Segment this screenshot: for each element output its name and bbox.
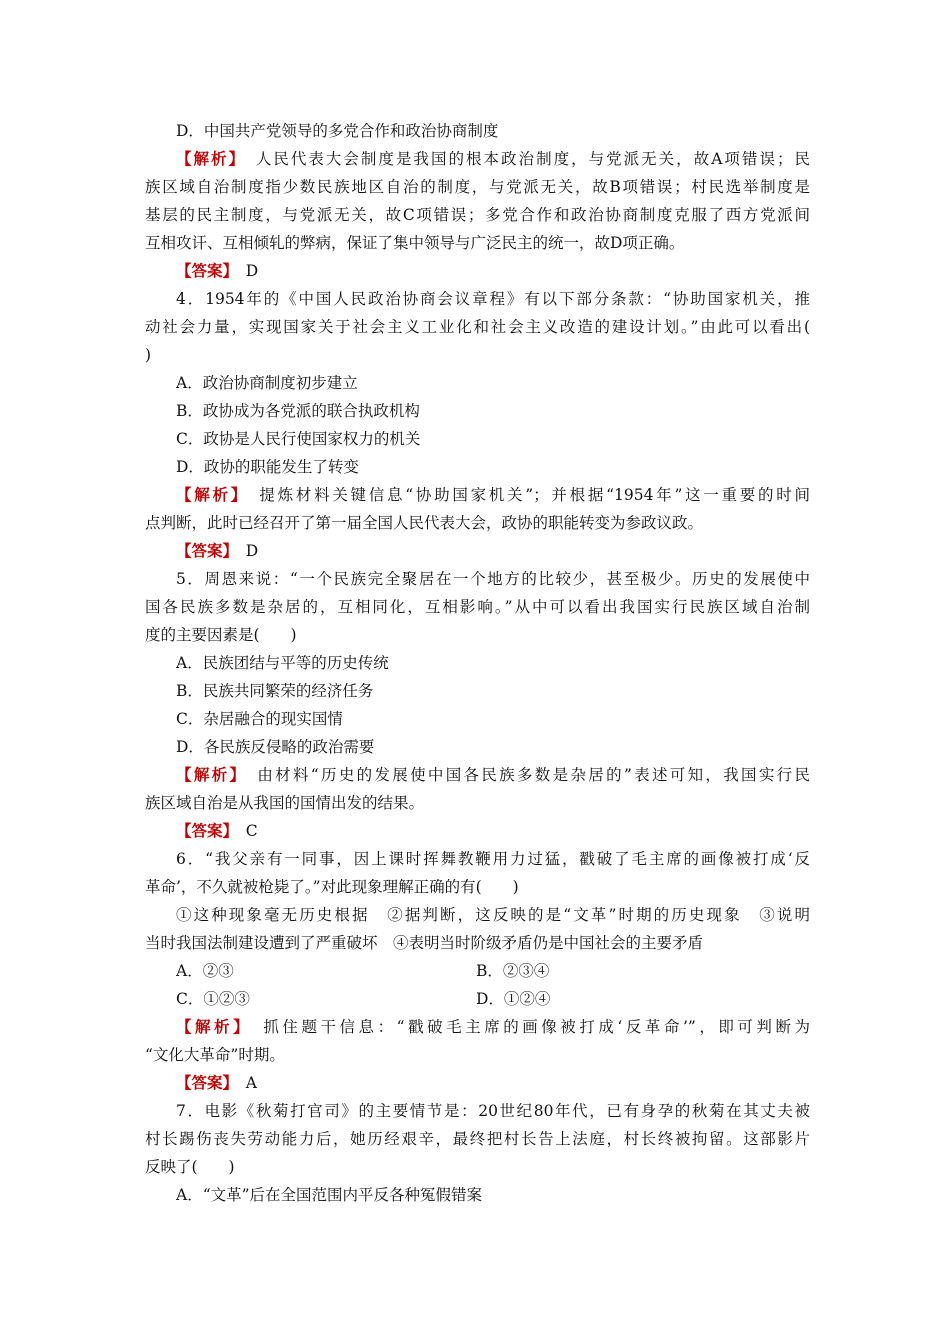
q3-analysis-line-4: 互相攻讦、互相倾轧的弊病，保证了集中领导与广泛民主的统一，故D项正确。	[145, 234, 685, 252]
q5-stem-line-3: 度的主要因素是( )	[145, 626, 297, 644]
q4-option-c: C．政协是人民行使国家权力的机关	[176, 430, 421, 448]
q6-option-b: B．②③④	[476, 962, 550, 980]
q6-options-row-2	[176, 985, 810, 1013]
analysis-tag: 【解析】	[176, 1017, 245, 1036]
q6-statements-line-2: 当时我国法制建设遭到了严重破坏 ④表明当时阶级矛盾仍是中国社会的主要矛盾	[145, 934, 704, 952]
q3-answer: 【答案】 D	[176, 261, 259, 280]
q5-option-b: B．民族共同繁荣的经济任务	[176, 682, 374, 700]
q5-option-c: C．杂居融合的现实国情	[176, 710, 343, 728]
q6-option-d: D．①②④	[476, 990, 551, 1008]
q4-stem-line-2: 动社会力量，实现国家关于社会主义工业化和社会主义改造的建设计划。”由此可以看出(	[145, 318, 810, 336]
q5-option-a: A．民族团结与平等的历史传统	[176, 654, 389, 672]
q6-options-row-1	[176, 957, 810, 985]
analysis-tag: 【解析】	[176, 765, 240, 784]
q4-analysis-line-2: 点判断，此时已经召开了第一届全国人民代表大会，政协的职能转变为参政议政。	[145, 514, 704, 532]
q5-analysis-line-2: 族区域自治是从我国的国情出发的结果。	[145, 794, 425, 812]
q3-analysis-line-1: 【解析】 人民代表大会制度是我国的根本政治制度，与党派无关，故A项错误；民	[176, 149, 810, 168]
q7-stem-line-3: 反映了( )	[145, 1158, 235, 1176]
q4-stem-line-3: )	[145, 346, 152, 364]
q5-analysis-line-1: 【解析】 由材料“历史的发展使中国各民族多数是杂居的”表述可知，我国实行民	[176, 765, 810, 784]
q5-stem-line-1: 5．周恩来说：“一个民族完全聚居在一个地方的比较少，甚至极少。历史的发展使中	[176, 570, 810, 588]
analysis-tag: 【解析】	[176, 149, 239, 168]
q4-analysis-line-1: 【解析】 提炼材料关键信息“协助国家机关”；并根据“1954年”这一重要的时间	[176, 485, 810, 504]
q3-analysis-line-2: 族区域自治制度指少数民族地区自治的制度，与党派无关，故B项错误；村民选举制度是	[145, 178, 810, 196]
answer-tag: 【答案】	[176, 821, 231, 840]
q4-option-d: D．政协的职能发生了转变	[176, 458, 359, 476]
q3-option-d: D．中国共产党领导的多党合作和政治协商制度	[176, 122, 499, 140]
q7-stem-line-1: 7．电影《秋菊打官司》的主要情节是：20世纪80年代，已有身孕的秋菊在其丈夫被	[176, 1102, 810, 1120]
answer-tag: 【答案】	[176, 541, 231, 560]
q6-analysis-line-2: “文化大革命”时期。	[145, 1046, 285, 1064]
q4-stem-line-1: 4．1954年的《中国人民政治协商会议章程》有以下部分条款：“协助国家机关，推	[176, 290, 810, 308]
q6-statements-line-1: ①这种现象毫无历史根据 ②据判断，这反映的是“文革”时期的历史现象 ③说明	[176, 906, 810, 924]
q7-option-a: A．“文革”后在全国范围内平反各种冤假错案	[176, 1186, 483, 1204]
q4-answer: 【答案】 D	[176, 541, 259, 560]
q5-answer: 【答案】 C	[176, 821, 258, 840]
q4-option-a: A．政治协商制度初步建立	[176, 374, 358, 392]
q6-analysis-line-1: 【解析】 抓住题干信息：“戳破毛主席的画像被打成‘反革命’”，即可判断为	[176, 1017, 810, 1036]
q6-option-c: C．①②③	[176, 990, 250, 1008]
answer-tag: 【答案】	[176, 1073, 231, 1092]
q5-stem-line-2: 国各民族多数是杂居的，互相同化，互相影响。”从中可以看出我国实行民族区域自治制	[145, 598, 810, 616]
q6-option-a: A．②③	[176, 962, 234, 980]
q4-option-b: B．政协成为各党派的联合执政机构	[176, 402, 420, 420]
answer-tag: 【答案】	[176, 261, 231, 280]
q5-option-d: D．各民族反侵略的政治需要	[176, 738, 375, 756]
q6-stem-line-1: 6．“我父亲有一同事，因上课时挥舞教鞭用力过猛，戳破了毛主席的画像被打成‘反	[176, 850, 810, 868]
q3-analysis-line-3: 基层的民主制度，与党派无关，故C项错误；多党合作和政治协商制度克服了西方党派间	[145, 206, 810, 224]
analysis-tag: 【解析】	[176, 485, 242, 504]
q6-answer: 【答案】 A	[176, 1073, 257, 1092]
q6-stem-line-2: 革命’，不久就被枪毙了。”对此现象理解正确的有( )	[145, 878, 519, 896]
q7-stem-line-2: 村长踢伤丧失劳动能力后，她历经艰辛，最终把村长告上法庭，村长终被拘留。这部影片	[145, 1130, 810, 1148]
